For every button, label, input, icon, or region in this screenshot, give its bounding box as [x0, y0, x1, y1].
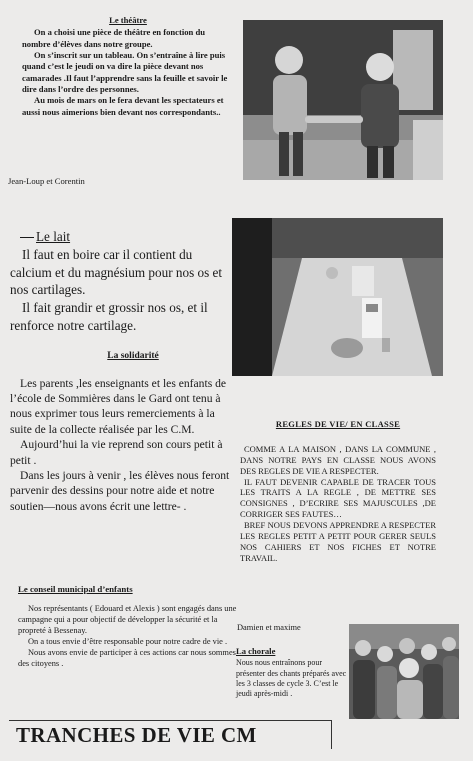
solidarite-title: La solidarité [107, 351, 159, 361]
theatre-photo [243, 20, 443, 180]
conseil-title: Le conseil municipal d’enfants [18, 584, 133, 594]
regles-paragraph: COMME A LA MAISON , DANS LA COMMUNE , DANS NOTRE PAYS EN CLASSE NOUS AVONS DES REGLES DE VIE A RESPECTER. [240, 443, 436, 476]
lait-article [10, 228, 232, 335]
theatre-paragraph: Au mois de mars on le fera devant les spectateurs et aussi nous aimerions bien devant nos correspondants.. [22, 95, 224, 117]
theatre-paragraph: On a choisi une pièce de théâtre en fonction du nombre d’élèves dans notre groupe. [22, 27, 206, 49]
conseil-paragraph: On a tous envie d’être responsable pour notre cadre de vie . [28, 637, 228, 647]
regles-paragraph: BREF NOUS DEVONS APPRENDRE A RESPECTER LES REGLES PETIT A PETIT POUR GERER SEULS NOS CAHIERS ET NOS FICHES ET NOTRE TRAVAIL. [240, 520, 436, 563]
regles-title: REGLES DE VIE/ EN CLASSE [275, 419, 401, 429]
regles-signature: Damien et maxime [237, 623, 301, 632]
conseil-paragraph: Nous avons envie de participer à ces actions car nous sommes des citoyens . [18, 648, 236, 669]
lait-paragraph: Il fait grandir et grossir nos os, et il renforce notre cartilage. [10, 300, 208, 334]
regles-paragraph: IL FAUT DEVENIR CAPABLE DE TRACER TOUS LES TRAITS A LA REGLE , DE METTRE SES CONSIGNES , D’ECRIRE SES MAJUSCULES ,DE CORRIGER SES FAUTES… [240, 476, 436, 520]
theatre-paragraph: On s’inscrit sur un tableau. On s’entraîne à lire puis quand c’est le jeudi on va dire la pièce devant nos camarades .Il faut l’apprendre sans la feuille et savoir le dire dans l’ordre des personnes. [22, 50, 228, 95]
solidarite-paragraph: Dans les jours à venir , les élèves nous feront parvenir des dessins pour notre aide et notre soutien—nous avons écrit une lettre- . [10, 469, 230, 513]
theatre-article [22, 15, 234, 118]
chorale-title: La chorale [236, 646, 276, 656]
regles-article [240, 419, 436, 564]
lait-title: Le lait [10, 228, 232, 246]
solidarite-paragraph: Les parents ,les enseignants et les enfants de l’école de Sommières dans le Gard ont tenu à nous exprimer tous leurs remerciements à la suite de la collecte réalisée par les C.M. [10, 376, 227, 436]
chorale-article [236, 646, 348, 700]
conseil-article [18, 584, 238, 670]
footer-title: TRANCHES DE VIE CM [16, 723, 257, 747]
theatre-signature: Jean-Loup et Corentin [8, 176, 85, 186]
theatre-title: Le théâtre [109, 15, 147, 25]
lait-photo [232, 218, 443, 376]
lait-paragraph: Il faut en boire car il contient du calcium et du magnésium pour nos os et nos cartilages. [10, 246, 223, 298]
solidarite-article [10, 350, 232, 514]
conseil-paragraph: Nos représentants ( Edouard et Alexis ) sont engagés dans une campagne qui a pour objectif de développer la sécurité et la propreté à Bessenay. [18, 604, 237, 636]
chorale-photo [349, 624, 459, 719]
chorale-text: Nous nous entraînons pour présenter des chants préparés avec les 3 classes de cycle 3. C’est le jeudi après-midi . [236, 658, 347, 699]
solidarite-paragraph: Aujourd’hui la vie reprend son cours petit à petit . [10, 438, 223, 467]
